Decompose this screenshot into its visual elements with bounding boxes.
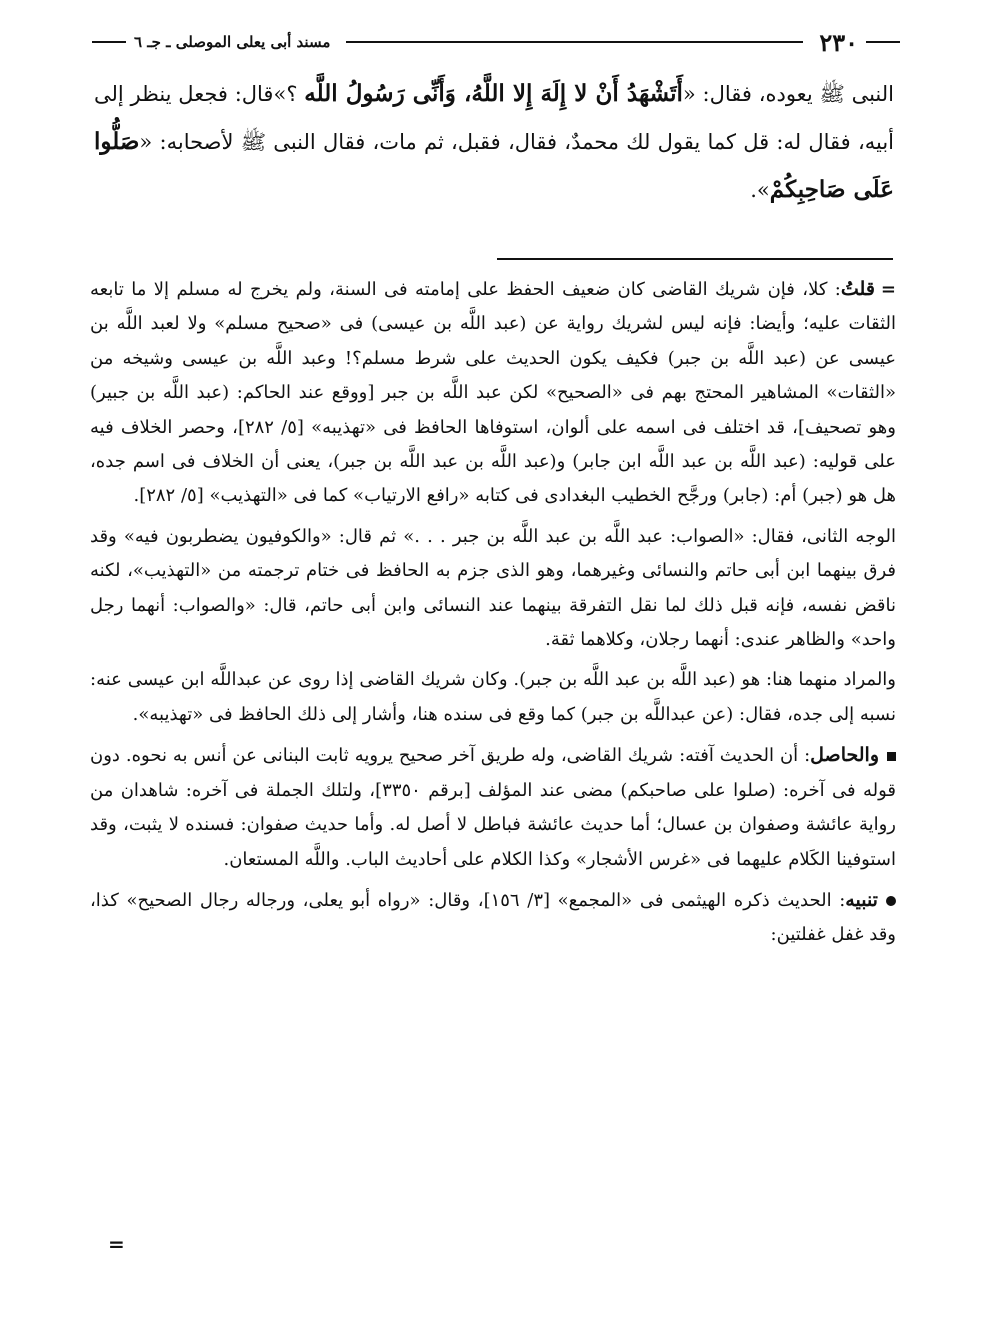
note-paragraph-2: الوجه الثانى، فقال: «الصواب: عبد اللَّه بن عبد اللَّه بن جبر . . .» ثم قال: «والكوفيون يضطربون فيه» وقد فرق بينهما ابن أبى حاتم والنسائى وغيرهما، وهو الذى جزم به الحافظ فى ختام ترجمته من «التهذيب»، لكنه ناقض نفسه، فإنه قبل ذلك لما نقل التفرقة بينهما عند النسائى وابن أبى حاتم، قال: «والصواب: أنهما رجل واحد» والظاهر عندى: أنهما رجلان، وكلاهما ثقة. [90, 525, 896, 651]
running-header [92, 24, 900, 60]
continuation-marker-bottom: = [108, 1232, 125, 1256]
note-paragraph-5 [90, 883, 896, 953]
note-text-1: : كلا، فإن شريك القاضى كان ضعيف الحفظ على إمامته فى السنة، ولم يخرج له مسلم إلا ما تابعه الثقات عليه؛ وأيضا: فإنه ليس لشريك رواية عن (عبد اللَّه بن عيسى) فى «صحيح مسلم» ولا لعبد اللَّه بن عيسى عن (عبد اللَّه بن جبر) فكيف يكون الحديث على شرط مسلم؟! وعبد اللَّه بن عيسى وشيخه من «الثقات» المشاهير المحتج بهم فى «الصحيح» لكن عبد اللَّه بن جبر [ووقع عند الحاكم: (عبد اللَّه بن جبير) وهو تصحيف]، قد اختلف فى اسمه على ألوان، استوفاها الحافظ فى «تهذيبه» [٥/ ٢٨٢]، وحصر الخلاف فيه على قوليه: (عبد اللَّه بن عبد اللَّه ابن جابر) و(عبد اللَّه بن عبد اللَّه بن جبر)، يعنى أن الخلاف فى اسم جده، هل هو (جبر) أم: (جابر) ورجَّح الخطيب البغدادى فى كتابه «رافع الارتياب» كما فى «التهذيب» [٥/ ٢٨٢]. [90, 279, 896, 507]
footnotes [90, 272, 896, 953]
note-lead-tanbih: تنبيه [845, 888, 878, 911]
note-lead-hasil: والحاصل [810, 744, 879, 767]
hadith-quote-pray: صَلُّوا عَلَى صَاحِبِكُمْ [94, 128, 894, 203]
note-text-5: : الحديث ذكره الهيثمى فى «المجمع» [٣/ ١٥٦]، وقال: «رواه أبو يعلى، ورجاله رجال الصحيح» كذا، وقد غفل غفلتين: [90, 889, 896, 946]
header-rule [346, 41, 803, 43]
note-paragraph-3: والمراد منهما هنا: هو (عبد اللَّه بن عبد اللَّه بن جبر). وكان شريك القاضى إذا روى عن عبداللَّه ابن عيسى عنه: نسبه إلى جده، فقال: (عن عبداللَّه بن جبر) كما وقع فى سنده هنا، وأشار إلى ذلك الحافظ فى «تهذيبه». [90, 669, 896, 725]
note-text-4: : أن الحديث آفته: شريك القاضى، وله طريق آخر صحيح يرويه ثابت البنانى عن أنس به نحوه. دون قوله فى آخره: (صلوا على صاحبكم) مضى عند المؤلف [برقم ٣٣٥٠]، ولتلك الجملة فى آخره: شاهدان من رواية عائشة وصفوان بن عسال؛ أما حديث عائشة فباطل لا أصل له. وأما حديث صفوان: فسنده لا يثبت، وقد استوفينا الكَلام عليهما فى «غرس الأشجار» وكذا الكلام على أحاديث الباب. واللَّه المستعان. [90, 745, 896, 870]
hadith-text-part2: ؟»قال: فجعل ينظر إلى أبيه، فقال له: قل كما يقول لك محمدٌ، فقال، فقبل، ثم مات، فقال النبى ﷺ لأصحابه: « [94, 82, 894, 154]
note-paragraph-1 [90, 272, 896, 514]
header-dash-right [866, 41, 900, 43]
header-dash-left [92, 41, 126, 43]
hadith-quote-shahada: أَتَشْهَدُ أَنْ لا إِلَهَ إِلا اللَّهُ، وَأَنِّى رَسُولُ اللَّه [304, 80, 683, 107]
hadith-text-end: ». [750, 178, 770, 202]
running-title: مسند أبى يعلى الموصلى ـ جـ ٦ [134, 33, 331, 51]
note-lead-qultu: قلتُ [840, 278, 875, 300]
hadith-text [94, 70, 894, 214]
hadith-text-part1: النبى ﷺ يعوده، فقال: « [682, 82, 894, 106]
continuation-marker-top: = [880, 279, 896, 300]
note-paragraph-4 [90, 738, 896, 877]
page-number: ٢٣٠ [819, 27, 858, 57]
dot-bullet-icon [886, 896, 896, 906]
square-bullet-icon [887, 752, 896, 761]
footnote-separator [497, 258, 893, 260]
